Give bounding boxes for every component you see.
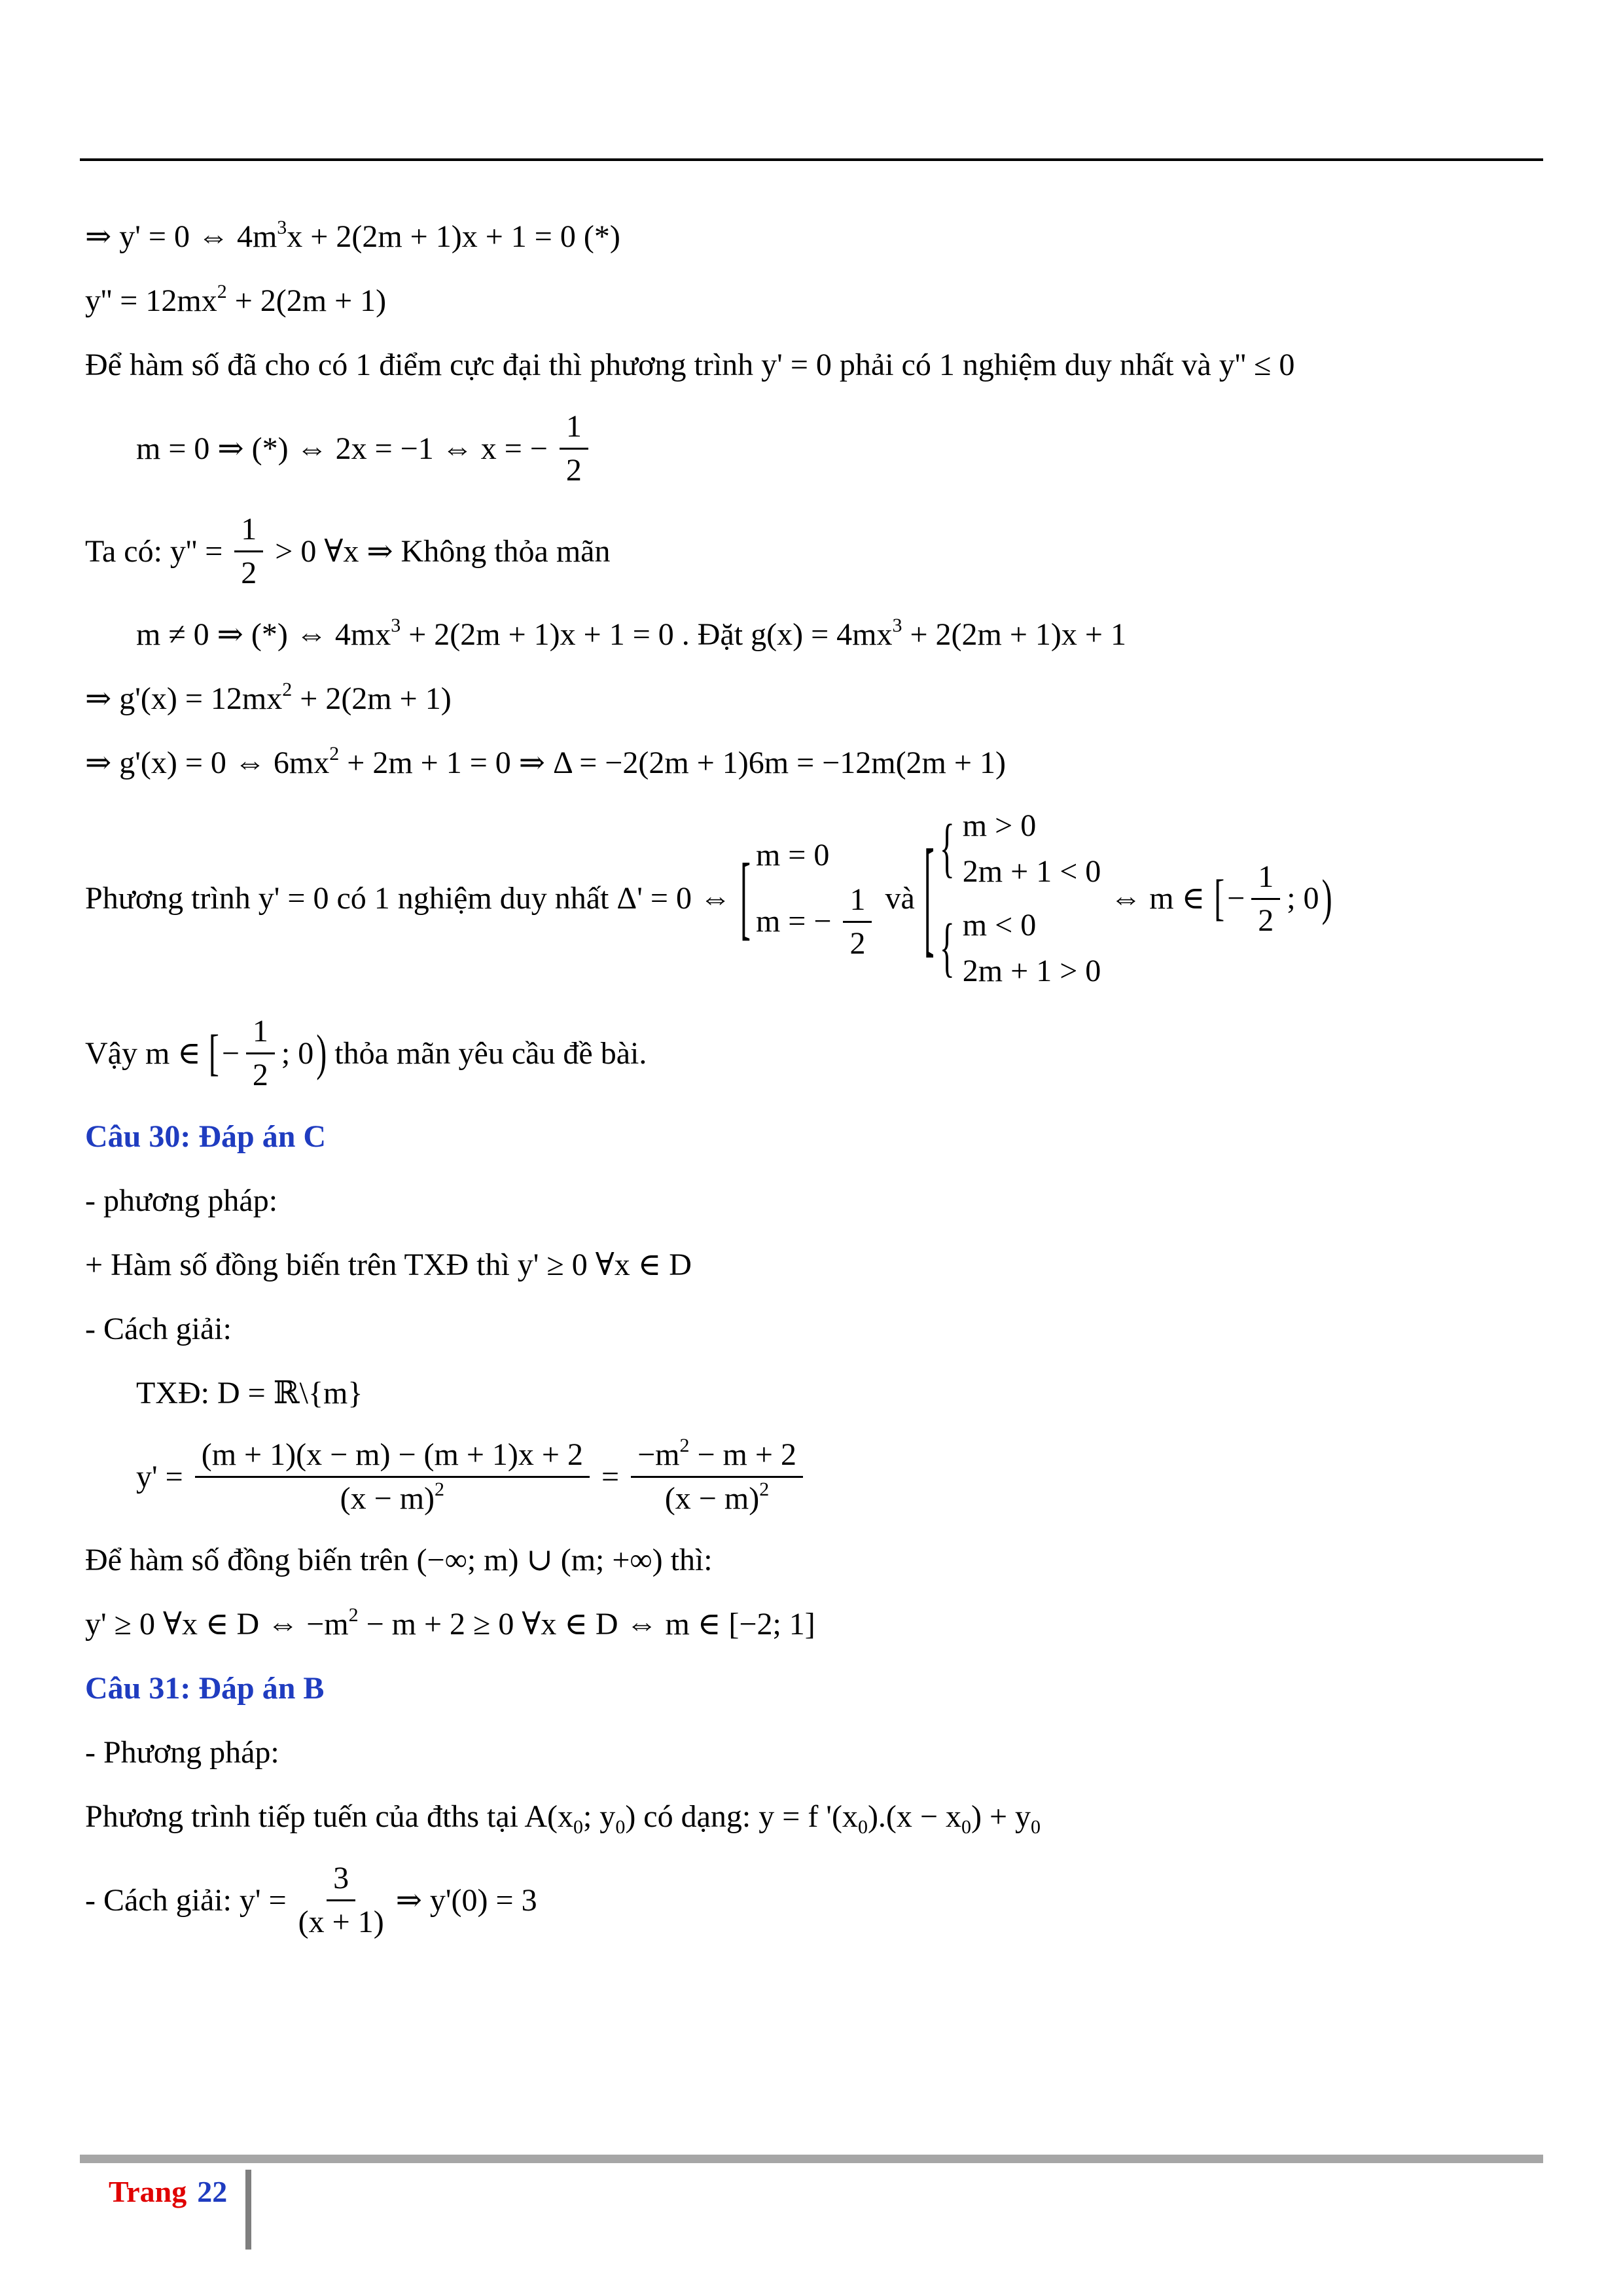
fraction	[246, 1013, 275, 1094]
footer-page-label: Trang	[109, 2175, 187, 2208]
formula-m-range: y' ≥ 0 ∀x ∈ D ⇔ $-m^2 - m + 2 \ge 0$ ∀x ∈ D ⇔ m ∈ [−2; 1]	[85, 1604, 815, 1641]
big-left-bracket: [	[208, 1025, 219, 1081]
text-cach-giai-30: - Cách giải:	[85, 1312, 232, 1346]
systems-column	[940, 806, 1101, 991]
formula-text: m = −	[755, 904, 832, 939]
big-left-brace: {	[939, 911, 955, 984]
fraction-numerator: (m + 1)(x − m) − (m + 1)x + 2	[195, 1437, 590, 1478]
formula-text: −	[1227, 881, 1245, 916]
interval	[1214, 859, 1332, 939]
system-rows	[963, 906, 1101, 991]
text-phuong-phap-30: - phương pháp:	[85, 1183, 278, 1218]
system-row: m < 0	[962, 908, 1037, 942]
equals-sign: =	[601, 1459, 620, 1494]
fraction-denominator: 2	[565, 453, 582, 488]
formula-text: thỏa mãn yêu cầu đề bài.	[334, 1035, 647, 1071]
text-ta-co	[85, 511, 1546, 592]
formula-text: Ta có: y'' =	[85, 533, 223, 569]
formula-text: m = 0 ⇒ (*) ⇔ 2x = −1 ⇔ x = −	[136, 431, 548, 466]
big-right-paren: )	[1321, 870, 1332, 926]
formula-m-equals-0	[85, 408, 1546, 489]
fraction	[843, 882, 872, 962]
fraction-numerator: 1	[843, 882, 872, 923]
system-rows	[963, 806, 1101, 891]
conjunction-text: và	[885, 881, 915, 916]
formula-text: ; 0	[1287, 881, 1319, 916]
cases-bracket-group	[740, 836, 876, 962]
fraction-numerator: 1	[246, 1013, 275, 1054]
formula-text: - Cách giải: y' =	[85, 1882, 287, 1918]
big-left-brace: {	[939, 812, 955, 885]
formula-text: ⇔ m ∈	[1110, 881, 1205, 916]
system-row: 2m + 1 > 0	[962, 954, 1101, 988]
formula-text: ⇒ y'(0) = 3	[395, 1882, 537, 1918]
fraction-numerator: 1	[234, 511, 263, 552]
fraction-denominator: 2	[241, 556, 257, 590]
footer	[80, 2155, 1543, 2250]
big-left-bracket: [	[923, 824, 935, 971]
formula-txd: TXĐ: D = ℝ\{m}	[136, 1376, 363, 1410]
formula-text: ; 0	[281, 1035, 314, 1071]
fraction-denominator: (x + 1)	[298, 1905, 384, 1939]
footer-page-number: 22	[197, 2175, 228, 2208]
formula-y-prime-fraction	[85, 1437, 1546, 1517]
text-tangent-formula: Phương trình tiếp tuến của đths tại $A(x_0$; $y_0$) có dạng: y = f '$(x_0).(x - x_0) + y_0$	[85, 1799, 1041, 1838]
system	[940, 906, 1101, 991]
footer-bar	[80, 2155, 1543, 2163]
formula-text: > 0 ∀x ⇒ Không thỏa mãn	[275, 533, 611, 569]
fraction	[298, 1860, 384, 1941]
formula-y-double-prime: $y'' = 12mx^2 + 2(2m + 1)$	[85, 281, 387, 318]
case-row	[756, 882, 876, 962]
fraction-denominator: 2	[849, 925, 866, 961]
text-vay-conclusion	[85, 1013, 1546, 1094]
systems-bracket-group	[924, 806, 1101, 991]
footer-row	[80, 2174, 1543, 2250]
big-left-bracket: [	[1214, 870, 1225, 926]
formula-g-prime: ⇒ $g'(x) = 12mx^2 + 2(2m + 1)$	[85, 679, 452, 716]
formula-m-not-0: m ≠ 0 ⇒ (*) ⇔ $4mx^3 + 2(2m + 1)x + 1 = 0$ . Đặt $g(x) = 4mx^3 + 2(2m + 1)x + 1$	[136, 615, 1126, 652]
heading-cau-30: Câu 30: Đáp án C	[85, 1119, 327, 1154]
formula-text: −	[221, 1035, 240, 1071]
formula-text: Vậy m ∈	[85, 1035, 201, 1071]
text-dong-bien-interval: Để hàm số đồng biến trên (−∞; m) ∪ (m; +∞) thì:	[85, 1543, 713, 1577]
fraction-numerator: 1	[560, 408, 588, 450]
fraction-denominator: 2	[252, 1058, 268, 1092]
fraction-numerator: $-m^2 - m + 2$	[631, 1437, 803, 1478]
formula-unique-root-system	[85, 806, 1546, 991]
system-row: m > 0	[962, 808, 1037, 843]
big-right-paren: )	[316, 1025, 327, 1081]
formula-text: Phương trình y' = 0 có 1 nghiệm duy nhất Δ' = 0 ⇔	[85, 881, 731, 916]
fraction-denominator: $(x - m)^2$	[664, 1479, 770, 1516]
fraction-numerator: 1	[1251, 859, 1280, 900]
formula-cach-giai-31	[85, 1860, 1546, 1941]
footer-accent-bar	[245, 2170, 251, 2250]
formula-y-prime-zero: ⇒ y' = 0 ⇔ $4m^3x + 2(2m + 1)x + 1 = 0$ (*)	[85, 217, 620, 254]
fraction-denominator: $(x - m)^2$	[340, 1479, 445, 1516]
system-row: 2m + 1 < 0	[962, 854, 1101, 889]
fraction	[195, 1437, 590, 1517]
fraction-denominator: 2	[1258, 903, 1274, 938]
fraction	[1251, 859, 1280, 939]
fraction	[560, 408, 588, 489]
fraction	[234, 511, 263, 592]
fraction	[631, 1437, 803, 1517]
text-phuong-phap-31: - Phương pháp:	[85, 1735, 279, 1770]
system	[940, 806, 1101, 891]
case-row: m = 0	[755, 837, 830, 872]
document-content	[85, 216, 1546, 1963]
big-left-bracket: [	[740, 846, 751, 950]
formula-g-prime-zero: ⇒ g'(x) = 0 ⇔ $6mx^2 + 2m + 1 = 0$ ⇒ Δ = −2(2m + 1)6m = −12m(2m + 1)	[85, 743, 1006, 780]
cases-column	[756, 836, 876, 962]
formula-text: y' =	[136, 1459, 183, 1494]
header-rule	[80, 158, 1543, 161]
fraction-numerator: 3	[327, 1860, 355, 1901]
interval	[209, 1013, 327, 1094]
heading-cau-31: Câu 31: Đáp án B	[85, 1671, 325, 1706]
text-condition-cuc-dai: Để hàm số đã cho có 1 điểm cực đại thì phương trình y' = 0 phải có 1 nghiệm duy nhất và y'' ≤ 0	[85, 348, 1295, 382]
text-dong-bien-txd: + Hàm số đồng biến trên TXĐ thì y' ≥ 0 ∀x ∈ D	[85, 1247, 692, 1282]
